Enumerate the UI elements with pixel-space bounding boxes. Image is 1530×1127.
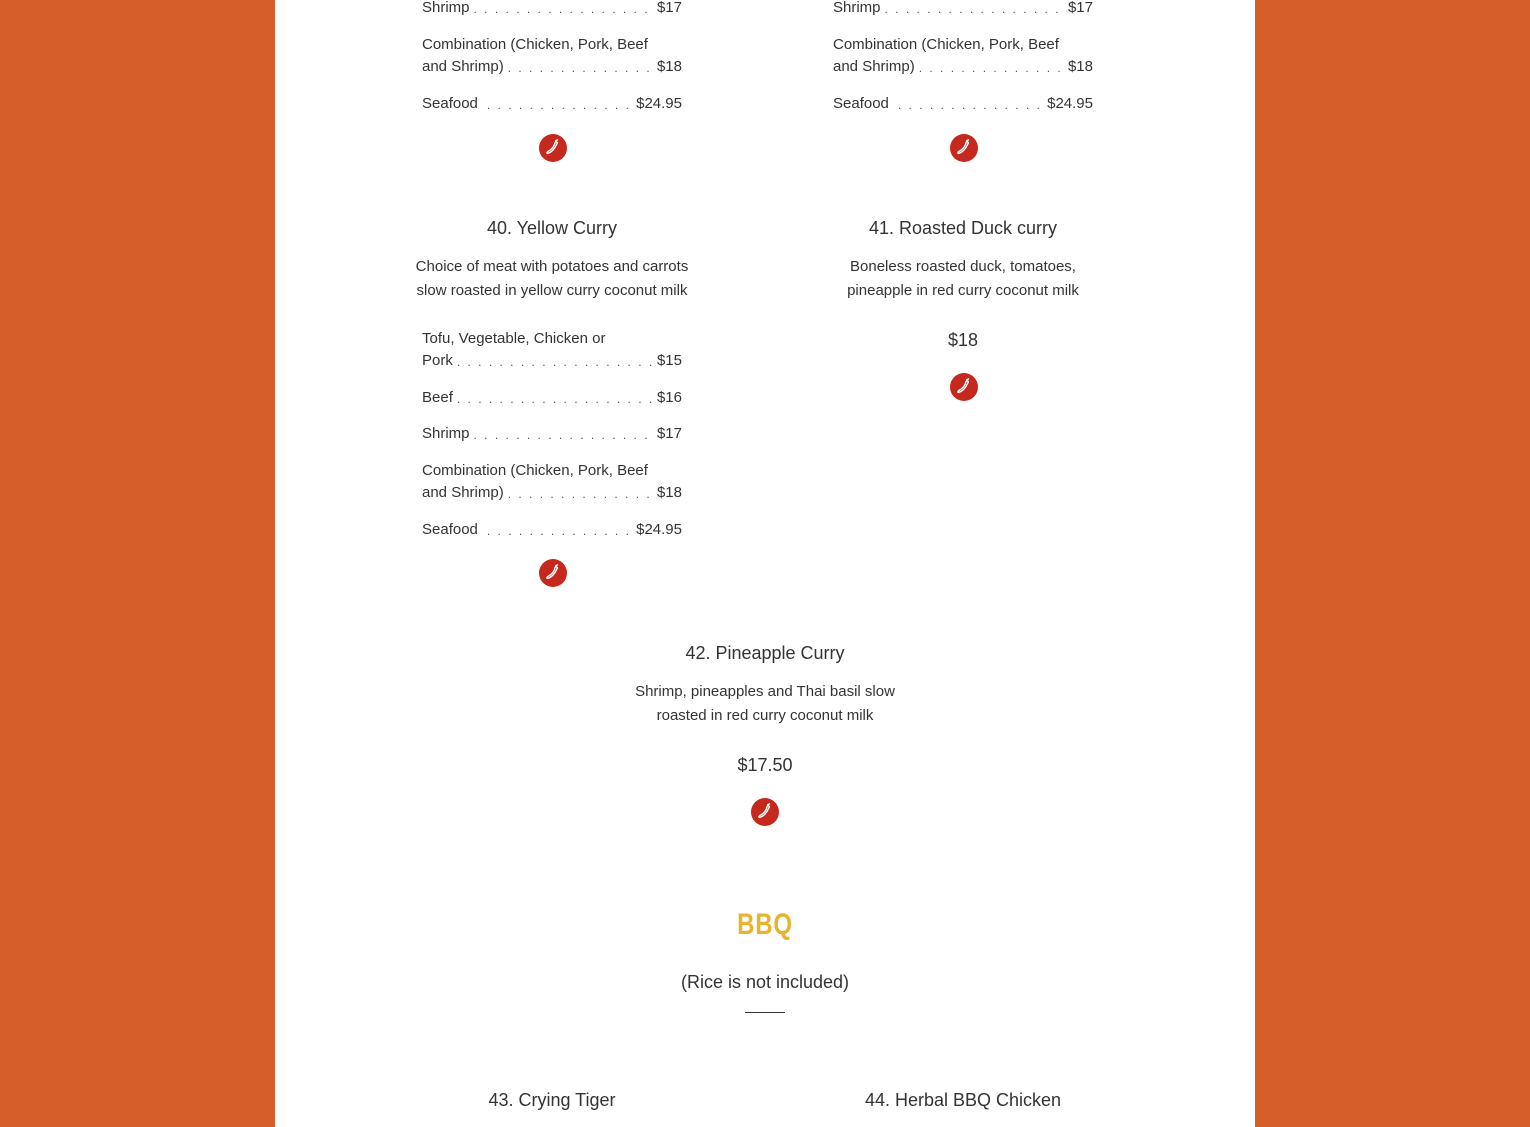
dish-title-herbal-bbq-chicken: 44. Herbal BBQ Chicken <box>864 1090 1062 1110</box>
menu-row-shrimp: Shrimp . . . $17 <box>422 0 682 19</box>
menu-row-combination: Combination (Chicken, Pork, Beef and Shrimp) . . . $18 <box>833 34 1093 78</box>
dish-title-crying-tiger: 43. Crying Tiger <box>488 1090 616 1110</box>
dish-title-yellow-curry: 40. Yellow Curry <box>486 218 618 238</box>
menu-row-shrimp: Shrimp . . . $17 <box>422 423 682 445</box>
menu-row-tofu-veg-chicken-pork: Tofu, Vegetable, Chicken or Pork . . . $15 <box>422 328 682 372</box>
chili-pepper-icon <box>751 798 779 826</box>
menu-row-seafood: Seafood . . . $24.95 <box>422 93 682 115</box>
section-subtitle: (Rice is not included) <box>680 972 850 992</box>
menu-row-combination: Combination (Chicken, Pork, Beef and Shrimp) . . . $18 <box>422 460 682 504</box>
dish-description: Shrimp, pineapples and Thai basil slow roasted in red curry coconut milk <box>635 683 895 724</box>
chili-pepper-icon <box>539 134 567 162</box>
menu-row-shrimp: Shrimp . . . $17 <box>833 0 1093 19</box>
menu-row-seafood: Seafood . . . $24.95 <box>422 519 682 541</box>
menu-row-combination: Combination (Chicken, Pork, Beef and Shrimp) . . . $18 <box>422 34 682 78</box>
chili-pepper-icon <box>950 373 978 401</box>
dish-price: $17.50 <box>737 755 793 775</box>
dish-title-roasted-duck-curry: 41. Roasted Duck curry <box>868 218 1058 238</box>
section-title-bbq: BBQ <box>737 908 793 941</box>
menu-row-seafood: Seafood . . . $24.95 <box>833 93 1093 115</box>
menu-page <box>275 0 1255 1127</box>
menu-row-beef: Beef . . . $16 <box>422 387 682 409</box>
section-divider <box>745 1012 785 1013</box>
chili-pepper-icon <box>539 559 567 587</box>
dish-description: Choice of meat with potatoes and carrots slow roasted in yellow curry coconut milk <box>415 258 689 299</box>
chili-pepper-icon <box>950 134 978 162</box>
dish-description: Boneless roasted duck, tomatoes, pineapple in red curry coconut milk <box>847 258 1079 299</box>
dish-price: $18 <box>947 330 979 350</box>
dish-title-pineapple-curry: 42. Pineapple Curry <box>685 643 845 663</box>
